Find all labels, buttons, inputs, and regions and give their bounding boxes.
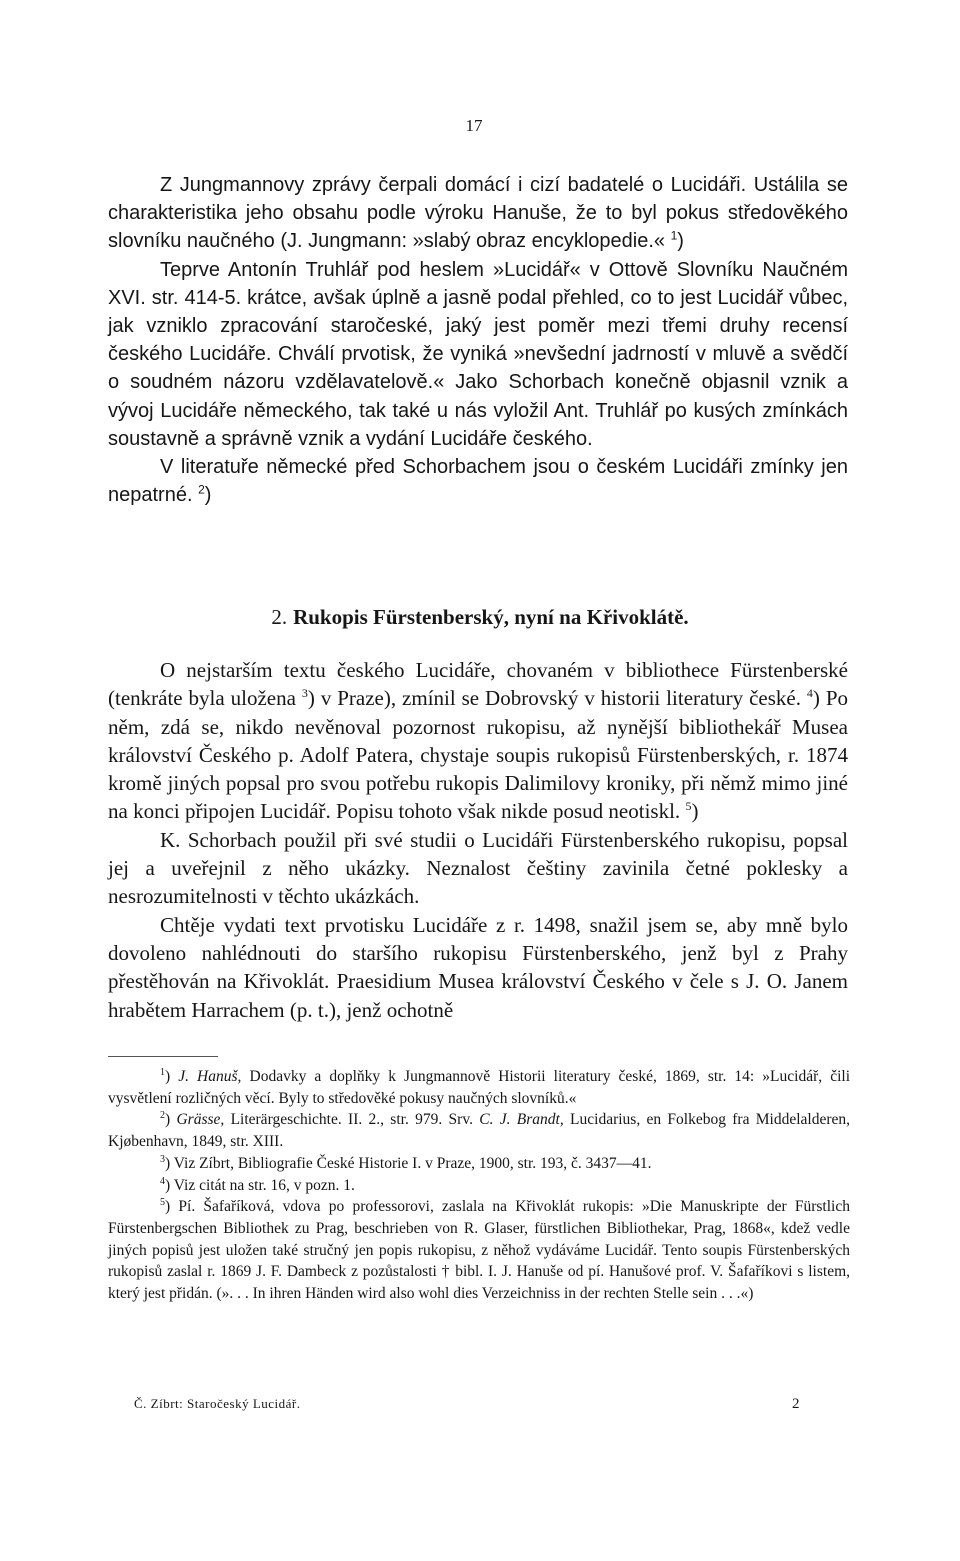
body-paragraph-1-text-b: v Praze), zmínil se Dobrovský v historii literatury české. bbox=[320, 686, 801, 711]
section-number: 2. bbox=[271, 605, 288, 629]
footnote-1-mark: 1 bbox=[160, 1066, 165, 1078]
intro-paragraph-3-text: V literatuře německé před Schorbachem jsou o českém Lucidáři zmínky jen nepatrné. bbox=[108, 456, 848, 507]
footnote-1-author: J. Hanuš, bbox=[178, 1068, 242, 1085]
footnote-2-author-1: Grässe, bbox=[176, 1111, 225, 1129]
section-heading bbox=[0, 605, 960, 630]
intro-section bbox=[108, 171, 848, 509]
footnote-4-mark: 4 bbox=[160, 1175, 165, 1187]
footnotes bbox=[108, 1066, 850, 1305]
body-paragraph-2: K. Schorbach použil při své studii o Lucidáři Fürstenberského rukopisu, popsal jej a uveřejnil z něho ukázky. Neznalost češtiny zavinila četné poklesky a nesrozumitelnosti v těchto ukázkách. bbox=[108, 827, 848, 909]
footnote-4-text: Viz citát na str. 16, v pozn. 1. bbox=[173, 1176, 355, 1194]
footnote-2-text-1: Literärgeschichte. II. 2., str. 979. Srv. bbox=[230, 1111, 473, 1129]
footnote-3-mark: 3 bbox=[160, 1153, 165, 1165]
body-section bbox=[108, 656, 848, 1024]
body-paragraph-1-text-c: Po něm, zdá se, nikdo nevěnoval pozornost rukopisu, až nynější bibliothekář Musea království Českého p. Adolf Patera, chystaje soupis rukopisů Fürstenberských, r. 1874 kromě jiných popsal pro svou potřebu rukopis Dalimilovy kroniky, při němž mimo jiné na konci připojen Lucidář. Popisu tohoto však nikde posud neotiskl. bbox=[108, 686, 849, 824]
intro-paragraph-2: Teprve Antonín Truhlář pod heslem »Lucidář« v Ottově Slovníku Naučném XVI. str. 414-5. krátce, avšak úplně a jasně podal přehled, co to jest Lucidář vůbec, jak vzniklo zpracování staročeské, jaký jest poměr mezi třemi druhy recensí českého Lucidáře. Chválí prvotisk, že vyniká »nevšední jadrností v mluvě a svědčí o soudném názoru vzdělavatelově.« Jako Schorbach konečně objasnil vznik a vývoj Lucidáře německého, tak také u nás vyložil Ant. Truhlář po kusých zmínkách soustavně a správně vznik a vydání Lucidáře českého. bbox=[108, 258, 848, 450]
printer-signature: Č. Zíbrt: Staročeský Lucidář. bbox=[134, 1396, 301, 1411]
footnote-ref-1: 1 bbox=[670, 228, 678, 243]
section-title: Rukopis Fürstenberský, nyní na Křivoklátě. bbox=[293, 605, 689, 629]
intro-paragraph-1-text: Z Jungmannovy zprávy čerpali domácí i cizí badatelé o Lucidáři. Ustálila se charakteristika jeho obsahu podle výroku Hanuše, že to byl pokus středověkého slovníku naučného (J. Jungmann: »slabý obraz encyklopedie.« bbox=[108, 174, 848, 253]
footnote-5-mark: 5 bbox=[160, 1197, 165, 1209]
body-paragraph-1: O nejstarším textu českého Lucidáře, chovaném v bibliothece Fürstenberské (tenkráte byla uložena $^3$) v Praze), zmínil se Dobrovský v historii literatury české. $^4$) Po něm, zdá se, nikdo nevěnoval pozornost rukopisu, až nynější bibliothekář Musea království Českého p. Adolf Patera, chystaje soupis rukopisů Fürstenberských, r. 1874 kromě jiných popsal pro svou potřebu rukopis Dalimilovy kroniky, při němž mimo jiné na konci připojen Lucidář. Popisu tohoto však nikde posud neotiskl. $^5$) bbox=[108, 658, 849, 824]
footnote-2-mark: 2 bbox=[160, 1110, 165, 1122]
footnote-ref-2: 2 bbox=[198, 482, 205, 497]
footnote-ref-5: 5 bbox=[685, 799, 692, 814]
footnote-3-text: Viz Zíbrt, Bibliografie České Historie I. v Praze, 1900, str. 193, č. 3437—41. bbox=[173, 1154, 652, 1172]
footnote-4: $^4$) Viz citát na str. 16, v pozn. 1. bbox=[160, 1175, 355, 1194]
footnote-1-text: Dodavky a doplňky k Jungmannově Historii literatury české, 1869, str. 14: »Lucidář, čili vysvětlení rozličných věcí. Byly to středověké pokusy naučných slovníků.« bbox=[108, 1068, 850, 1107]
footnote-2-text-2: Lucidarius, en Folkebog fra Middelalderen, Kjøbenhavn, 1849, str. XIII. bbox=[108, 1111, 851, 1151]
footnote-3: $^3$) Viz Zíbrt, Bibliografie České Historie I. v Praze, 1900, str. 193, č. 3437—41. bbox=[160, 1153, 652, 1172]
footnote-ref-4: 4 bbox=[806, 686, 813, 701]
footnote-ref-3: 3 bbox=[301, 686, 308, 701]
sheet-number: 2 bbox=[792, 1396, 800, 1412]
body-paragraph-3: Chtěje vydati text prvotisku Lucidáře z r. 1498, snažil jsem se, aby mně bylo dovoleno nahlédnouti do staršího rukopisu Fürstenberského, jenž byl z Prahy přestěhován na Křivoklát. Praesidium Musea království Českého v čele s J. O. Janem hrabětem Harrachem (p. t.), jenž ochotně bbox=[108, 912, 848, 1022]
intro-paragraph-3: V literatuře německé před Schorbachem jsou o českém Lucidáři zmínky jen nepatrné. $^2$) bbox=[108, 456, 848, 507]
footnote-2-author-2: C. J. Brandt, bbox=[479, 1111, 564, 1129]
footnote-1: $^1$) J. Hanuš, Dodavky a doplňky k Jungmannově Historii literatury české, 1869, str. 14: »Lucidář, čili vysvětlení rozličných věcí. Byly to středověké pokusy naučných slovníků.« bbox=[108, 1066, 850, 1107]
page-number: 17 bbox=[465, 116, 483, 135]
footnote-divider bbox=[108, 1056, 218, 1057]
footnote-5-text: Pí. Šafaříková, vdova po professorovi, zaslala na Křivoklát rukopis: »Die Manuskripte der Fürstlich Fürstenbergschen Bibliothek zu Prag, beschrieben von R. Glaser, fürstlichen Bibliothekar, Prag, 1868«, kdež vedle jiných popisů jest uložen také stručný jen popis rukopisu, z něhož vydáváme Lucidář. Tento soupis Fürstenberských rukopisů zaslal r. 1869 J. F. Dambeck z pozůstalosti † bibl. I. J. Hanuše od pí. Hanušové prof. V. Šafaříkovi s listem, který jest přidán. (». . . In ihren Händen wird also wohl dies Verzeichniss in der rechten Stelle sein . . .«) bbox=[108, 1198, 850, 1303]
footnote-5: $^5$) Pí. Šafaříková, vdova po professorovi, zaslala na Křivoklát rukopis: »Die Manuskripte der Fürstlich Fürstenbergschen Bibliothek zu Prag, beschrieben von R. Glaser, fürstlichen Bibliothekar, Prag, 1868«, kdež vedle jiných popisů jest uložen také stručný jen popis rukopisu, z něhož vydáváme Lucidář. Tento soupis Fürstenberských rukopisů zaslal r. 1869 J. F. Dambeck z pozůstalosti † bibl. I. J. Hanuše od pí. Hanušové prof. V. Šafaříkovi s listem, který jest přidán. (». . . In ihren Händen wird also wohl dies Verzeichniss in der rechten Stelle sein . . .«) bbox=[108, 1197, 850, 1303]
footnote-2: $^2$) Grässe, Literärgeschichte. II. 2., str. 979. Srv. C. J. Brandt, Lucidarius, en Folkebog fra Middelalderen, Kjøbenhavn, 1849, str. XIII. bbox=[108, 1110, 851, 1151]
intro-paragraph-1: Z Jungmannovy zprávy čerpali domácí i cizí badatelé o Lucidáři. Ustálila se charakteristika jeho obsahu podle výroku Hanuše, že to byl pokus středověkého slovníku naučného (J. Jungmann: »slabý obraz encyklopedie.« $^1$) bbox=[108, 174, 848, 253]
body-paragraph-1-text-a: O nejstarším textu českého Lucidáře, chovaném v bibliothece Fürstenberské (tenkráte byla uložena bbox=[108, 658, 848, 711]
